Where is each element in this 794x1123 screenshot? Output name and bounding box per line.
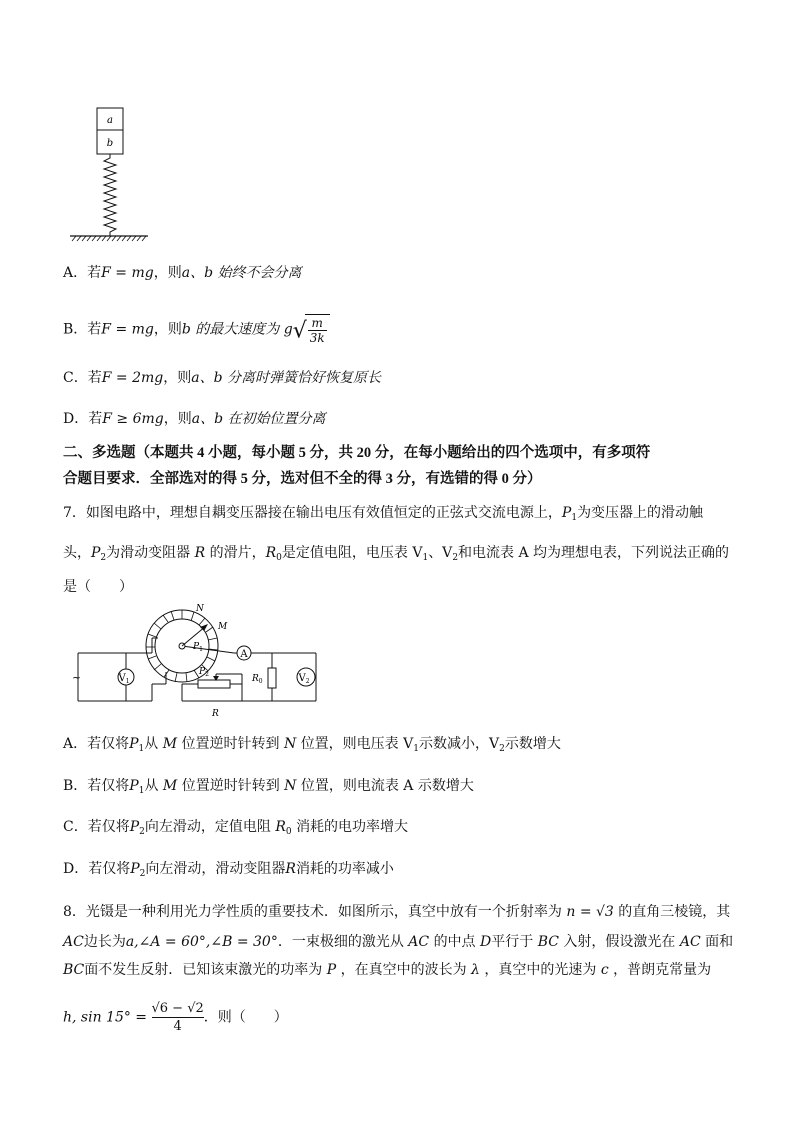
stem-text: ，在真空中的波长为 — [340, 962, 467, 978]
block-a-label: a — [107, 115, 113, 126]
symbol-p: P — [130, 861, 140, 877]
refraction-index: n = √3 — [566, 904, 614, 920]
option-text: 向左滑动，定值电阻 — [144, 819, 271, 835]
option-text: B．若 — [63, 321, 102, 338]
voltmeter-v2-label: $V_2$ — [298, 673, 310, 685]
option-text: B．若仅将 — [63, 778, 130, 794]
symbol-ac: AC — [63, 934, 84, 950]
symbol-r: R — [194, 545, 206, 561]
symbol-m: M — [162, 778, 178, 794]
option-text: 消耗的电功率增大 — [296, 819, 409, 835]
section-2-heading-line2: 合题目要求．全部选对的得 5 分，选对但不全的得 3 分，有选错的得 0 分） — [63, 471, 542, 487]
symbol-lambda: λ — [471, 962, 480, 978]
fraction-denominator: 4 — [152, 1017, 204, 1035]
section-2-heading-line1: 二、多选题（本题共 4 小题，每小题 5 分，共 20 分，在每小题给出的四个选项中，有多项符 — [63, 445, 651, 461]
option-text: D．若仅将 — [63, 861, 131, 877]
stem-text: ．一束极细的激光从 — [277, 934, 404, 950]
subscript: 0 — [276, 553, 282, 563]
option-text: 从 — [144, 778, 159, 794]
symbol-r0: R — [275, 819, 286, 835]
option-text: C．若 — [63, 370, 102, 386]
option-text: A．若 — [63, 265, 102, 281]
option-text: 示数减小，V — [418, 736, 500, 752]
subscript: 1 — [138, 786, 145, 796]
option-text: 消耗的功率减小 — [295, 861, 394, 877]
option-text: ，则 — [163, 370, 192, 386]
symbol-p: P — [91, 545, 101, 561]
symbol-r: R — [285, 861, 296, 877]
ac-source-symbol: ~ — [72, 671, 82, 684]
q7-circuit-diagram — [66, 600, 336, 722]
symbol-p: P — [129, 819, 140, 835]
stem-text: 面和 — [705, 934, 734, 950]
symbol-bc: BC — [537, 934, 559, 950]
resistor-r0-label: $R_0$ — [252, 674, 263, 685]
symbol-m: M — [162, 736, 178, 752]
subscript: 1 — [422, 553, 429, 563]
option-text: 向左滑动，滑动变阻器 — [145, 861, 286, 877]
option-text: 位置，则电压表 V — [300, 736, 414, 752]
q7-option-a — [63, 734, 561, 759]
label-m: M — [218, 622, 228, 632]
option-text: D．若 — [63, 411, 103, 427]
stem-text: ，普朗克常量为 — [613, 962, 712, 978]
q7-option-d — [63, 859, 394, 884]
option-math: F ≥ 6mg — [102, 411, 164, 427]
option-text: a、b 分离时弹簧恰好恢复原长 — [191, 370, 381, 386]
q7-option-b — [63, 776, 474, 801]
subscript: 1 — [571, 513, 578, 523]
symbol-p: P — [129, 778, 139, 794]
option-text: a、b 始终不会分离 — [181, 265, 302, 281]
option-math: F = mg — [101, 265, 154, 281]
option-text: C．若仅将 — [63, 819, 130, 835]
ground-hatch — [72, 236, 146, 241]
stem-text: 的滑片， — [209, 545, 266, 561]
symbol-p: P — [561, 505, 572, 521]
spring-block-figure — [66, 100, 156, 245]
angle-expression: a,∠A = 60°,∠B = 30° — [125, 934, 278, 950]
q7-stem-line2 — [63, 543, 729, 568]
symbol-bc: BC — [63, 962, 85, 978]
resistor-r0 — [268, 668, 276, 688]
stem-text: ．则（ ） — [203, 1009, 288, 1026]
stem-text: 入射，假设激光在 — [563, 934, 676, 950]
q8-stem-line4 — [63, 1000, 288, 1035]
option-text: a、b 在初始位置分离 — [191, 411, 326, 427]
subscript: 1 — [138, 744, 145, 754]
stem-text: 是定值电阻，电压表 V — [281, 545, 423, 561]
resistor-r — [198, 680, 230, 688]
option-math: F = 2mg — [101, 370, 164, 386]
option-text: ，则 — [153, 265, 182, 281]
subscript: 2 — [139, 869, 146, 879]
label-n: N — [196, 604, 204, 614]
symbol-c: c — [600, 962, 609, 978]
ammeter-label: A — [240, 649, 248, 660]
symbol-p: P — [129, 736, 139, 752]
subscript: 2 — [452, 553, 459, 563]
symbol-n: N — [283, 736, 297, 752]
stem-text: 、V — [428, 545, 453, 561]
block-b-label: b — [106, 138, 114, 149]
option-text: 位置逆时针转到 — [181, 736, 280, 752]
sin15-fraction — [152, 1000, 204, 1035]
voltmeter-v1-label: $V_1$ — [118, 673, 130, 685]
symbol-ac: AC — [679, 934, 701, 950]
stem-text: 边长为 — [83, 934, 126, 950]
stem-text: 为变压器上的滑动触 — [577, 505, 704, 521]
stem-text: 的直角三棱镜，其 — [618, 904, 731, 920]
option-math: F = mg — [101, 321, 154, 338]
stem-text: 和电流表 A 均为理想电表，下列说法正确的 — [458, 545, 730, 561]
q7-stem-line1 — [63, 503, 703, 528]
stem-text: 的中点 — [433, 934, 476, 950]
q6-option-b — [63, 314, 330, 345]
q8-stem-line1 — [63, 902, 730, 922]
q7-stem-line3: 是（ ） — [63, 579, 133, 595]
subscript: 2 — [499, 744, 505, 754]
option-text: A．若仅将 — [63, 736, 130, 752]
option-text: 示数增大 — [504, 736, 561, 752]
subscript: 2 — [100, 553, 107, 563]
stem-text: 为滑动变阻器 — [106, 545, 191, 561]
option-math: g — [283, 321, 293, 338]
q6-option-a — [63, 263, 301, 283]
sin-expression: h, sin 15° = — [63, 1009, 148, 1026]
q6-option-c — [63, 368, 381, 388]
q7-option-c — [63, 817, 408, 842]
option-text: 位置逆时针转到 — [181, 778, 280, 794]
option-text: 从 — [144, 736, 159, 752]
q8-stem-line3 — [63, 960, 711, 980]
stem-text: 平行于 — [491, 934, 534, 950]
stem-text: 面不发生反射．已知该束激光的功率为 — [84, 962, 323, 978]
stem-text: 7．如图电路中，理想自耦变压器接在输出电压有效值恒定的正弦式交流电源上， — [63, 505, 562, 521]
sqrt-fraction — [305, 314, 330, 345]
option-text: 位置，则电流表 A 示数增大 — [300, 778, 474, 794]
sqrt-symbol: √ — [292, 318, 307, 344]
q8-stem-line2 — [63, 932, 733, 952]
option-text: ，则 — [153, 321, 182, 338]
stem-text: 8．光镊是一种利用光力学性质的重要技术．如图所示，真空中放有一个折射率为 — [63, 904, 562, 920]
symbol-ac: AC — [408, 934, 430, 950]
symbol-r0: R — [265, 545, 277, 561]
slider-p2-label: $P_2$ — [199, 667, 209, 678]
symbol-p: P — [326, 962, 337, 978]
stem-text: ，真空中的光速为 — [484, 962, 597, 978]
symbol-d: D — [480, 934, 492, 950]
stem-text: 头， — [63, 545, 91, 561]
subscript: 1 — [413, 744, 419, 754]
q6-option-d — [63, 409, 326, 429]
fraction-numerator: m — [311, 316, 323, 330]
spring — [104, 154, 116, 236]
subscript: 0 — [285, 827, 292, 837]
option-text: b 的最大速度为 — [181, 321, 280, 338]
option-text: ，则 — [163, 411, 192, 427]
fraction-numerator: √6 − √2 — [151, 1001, 204, 1016]
subscript: 2 — [139, 827, 145, 837]
fraction-denominator: 3k — [309, 331, 325, 345]
resistor-r-label: R — [212, 709, 219, 719]
label-p1: $P_1$ — [193, 642, 203, 653]
symbol-n: N — [284, 778, 297, 794]
